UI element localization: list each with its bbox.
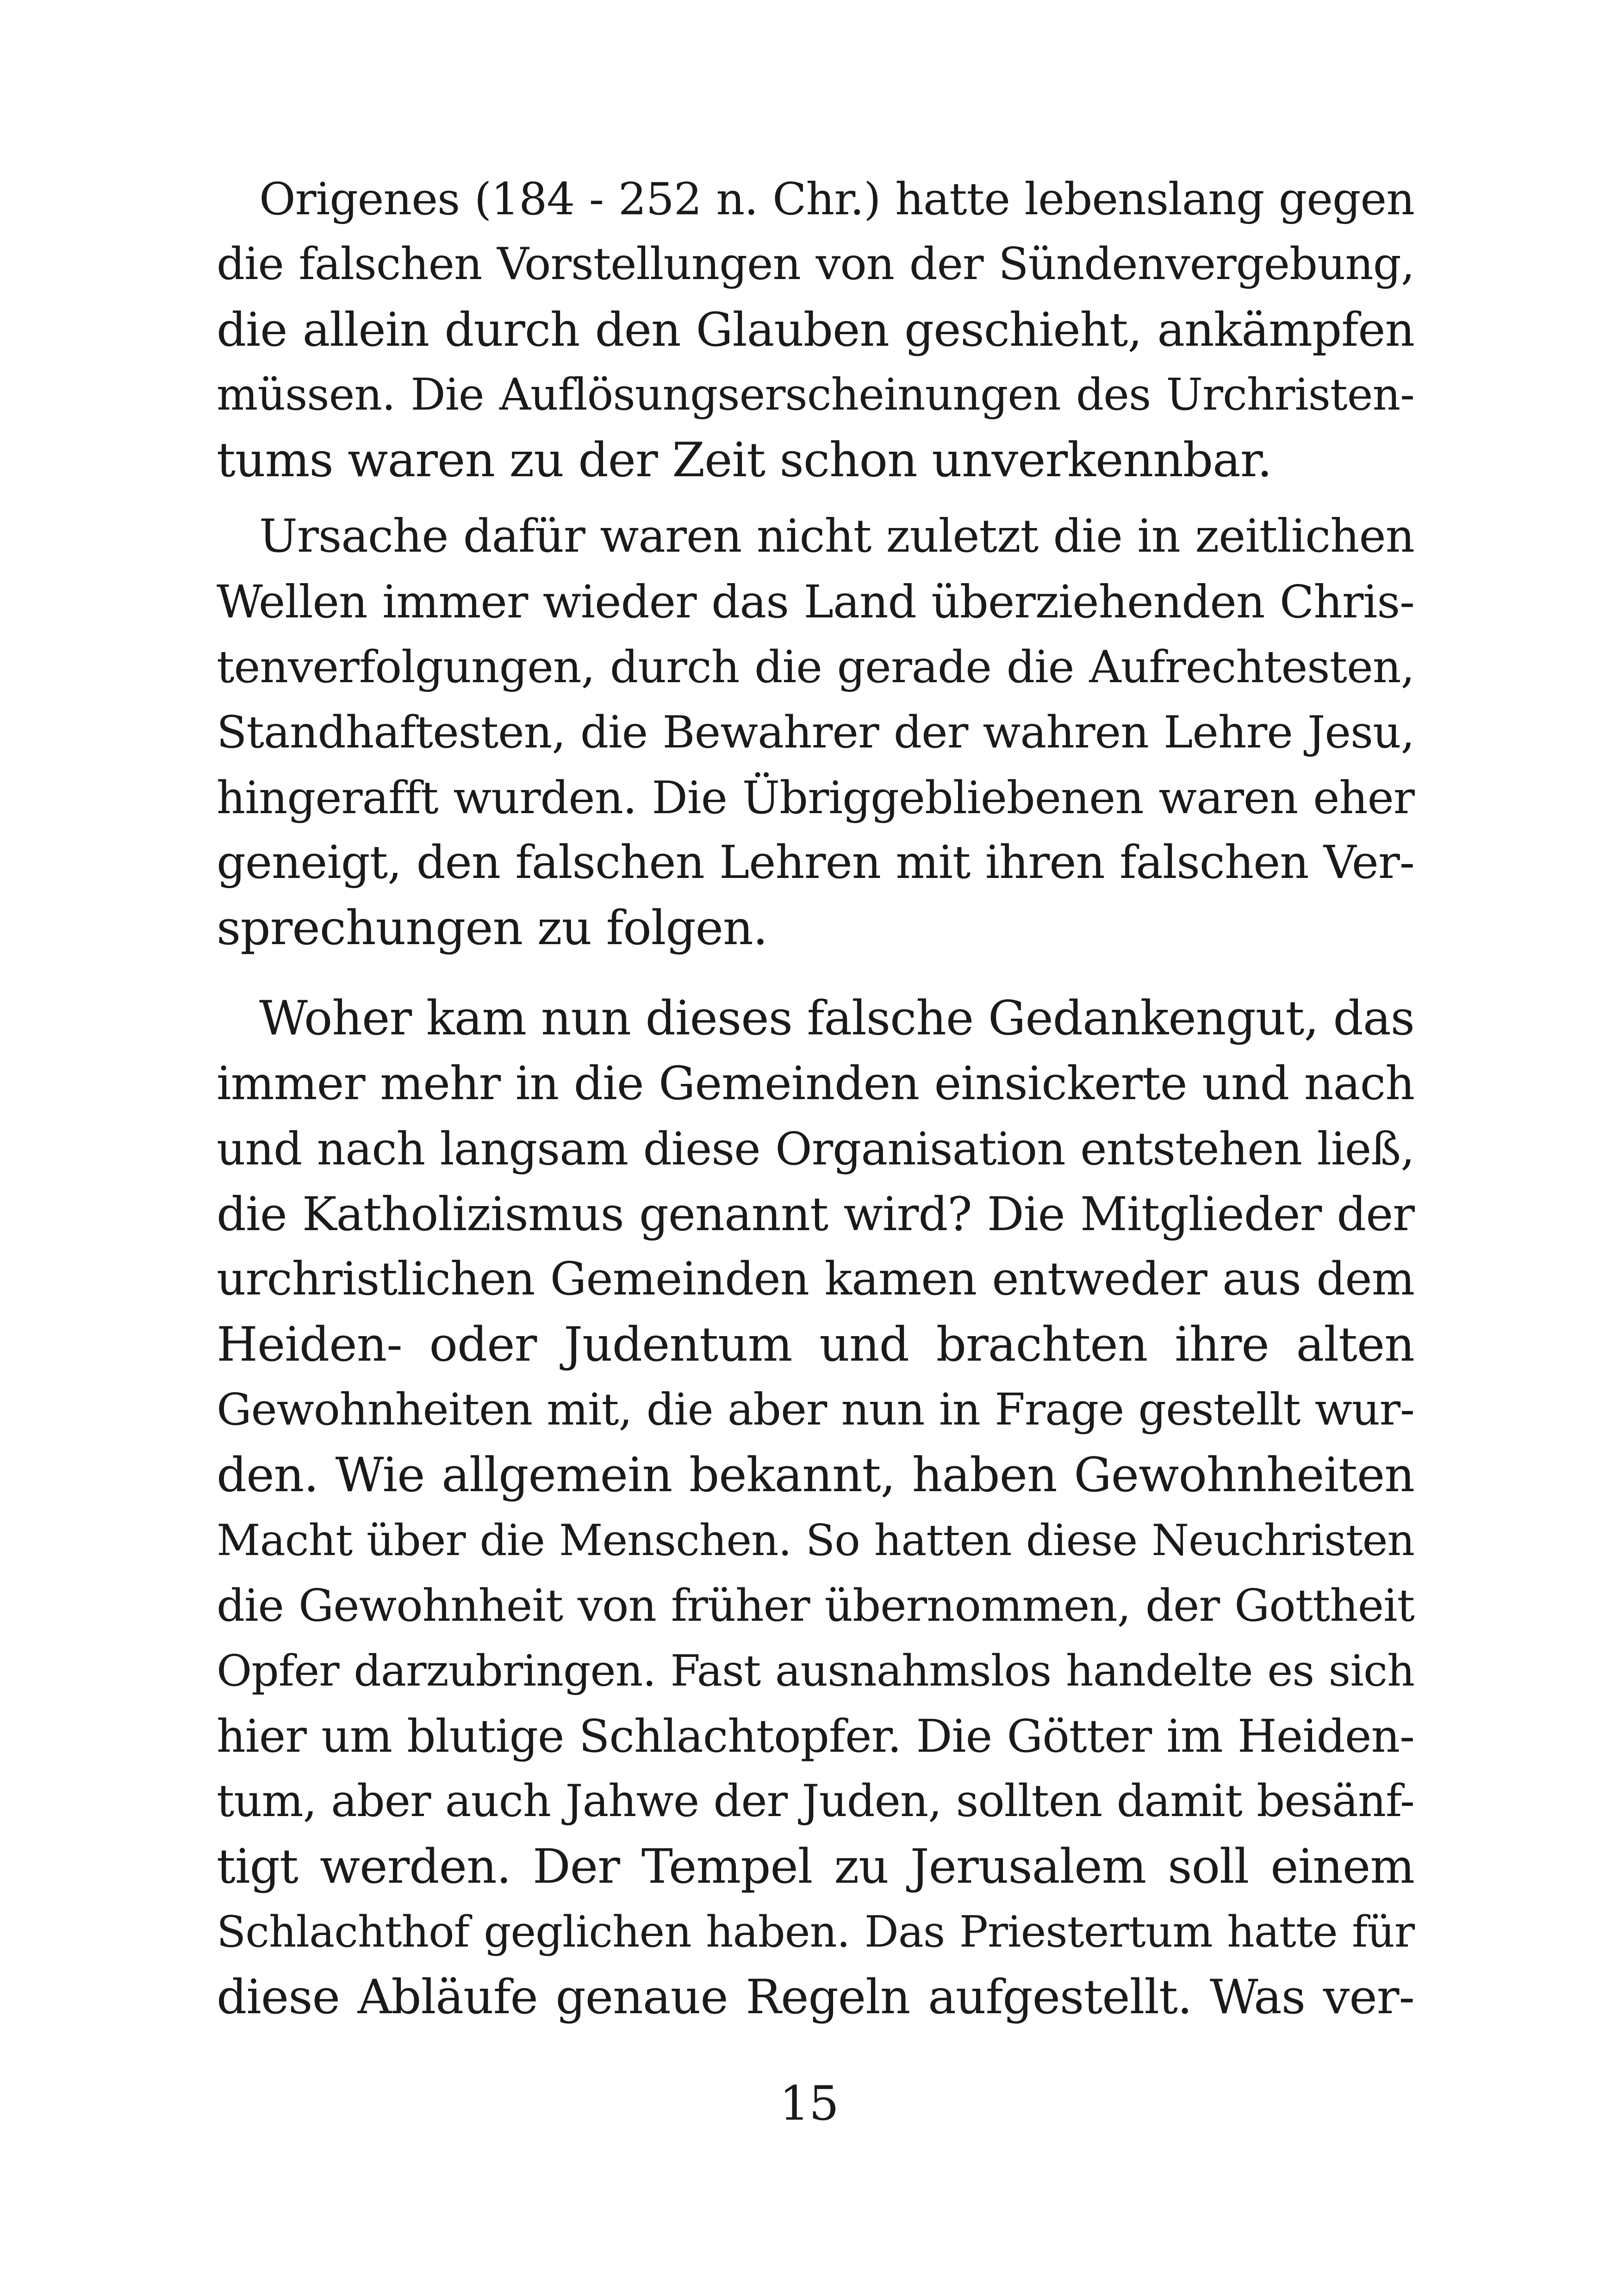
text-line: und nach langsam diese Organisation entstehen ließ,: [217, 1123, 1414, 1175]
text-line: hingerafft wurden. Die Übriggebliebenen waren eher: [217, 772, 1414, 824]
text-line: Opfer darzubringen. Fast ausnahmslos handelte es sich: [217, 1646, 1414, 1696]
text-line: Standhaftesten, die Bewahrer der wahren Lehre Jesu,: [217, 706, 1414, 758]
paragraph-spacer: [217, 961, 1414, 986]
text-line: Ursache dafür waren nicht zuletzt die in zeitlichen: [259, 510, 1414, 563]
text-line: Wellen immer wieder das Land überziehenden Chris-: [217, 576, 1414, 628]
text-line: hier um blutige Schlachtopfer. Die Götter im Heiden-: [217, 1710, 1414, 1762]
text-line: geneigt, den falschen Lehren mit ihren falschen Ver-: [217, 836, 1414, 889]
page-number: 15: [779, 2076, 839, 2131]
text-line: tum, aber auch Jahwe der Juden, sollten damit besänf-: [217, 1776, 1414, 1827]
text-line: tenverfolgungen, durch die gerade die Aufrechtesten,: [217, 641, 1414, 693]
text-line: Gewohnheiten mit, die aber nun in Frage gestellt wur-: [217, 1384, 1414, 1435]
text-line: die falschen Vorstellungen von der Sündenvergebung,: [217, 239, 1414, 290]
text-line: sprechungen zu folgen.: [217, 901, 768, 956]
text-line: diese Abläufe genaue Regeln aufgestellt. Was ver-: [217, 1970, 1414, 2025]
paragraph: [217, 167, 1414, 493]
text-line: tums waren zu der Zeit schon unverkennbar.: [217, 433, 1272, 488]
text-line: Macht über die Menschen. So hatten diese Neuchristen: [217, 1515, 1414, 1565]
text-line: müssen. Die Auflösungserscheinungen des Urchristen-: [217, 370, 1414, 420]
text-line: den. Wie allgemein bekannt, haben Gewohnheiten: [217, 1448, 1414, 1503]
paragraph-spacer: [217, 493, 1414, 504]
paragraph: [217, 504, 1414, 961]
text-line: Woher kam nun dieses falsche Gedankengut, das: [259, 991, 1414, 1046]
text-line: die Katholizismus genannt wird? Die Mitglieder der: [217, 1187, 1414, 1241]
paragraph: [217, 986, 1414, 2030]
text-line: Heiden- oder Judentum und brachten ihre alten: [217, 1317, 1414, 1372]
text-line: die allein durch den Glauben geschieht, ankämpfen: [217, 303, 1414, 357]
text-line: die Gewohnheit von früher übernommen, der Gottheit: [217, 1580, 1414, 1631]
page-body: [217, 167, 1414, 2030]
text-line: tigt werden. Der Tempel zu Jerusalem soll einem: [217, 1839, 1414, 1894]
text-line: urchristlichen Gemeinden kamen entweder aus dem: [217, 1253, 1414, 1306]
text-line: Origenes (184 - 252 n. Chr.) hatte lebenslang gegen: [259, 173, 1414, 225]
text-line: Schlachthof geglichen haben. Das Priestertum hatte für: [217, 1907, 1414, 1957]
text-line: immer mehr in die Gemeinden einsickerte und nach: [217, 1057, 1414, 1110]
